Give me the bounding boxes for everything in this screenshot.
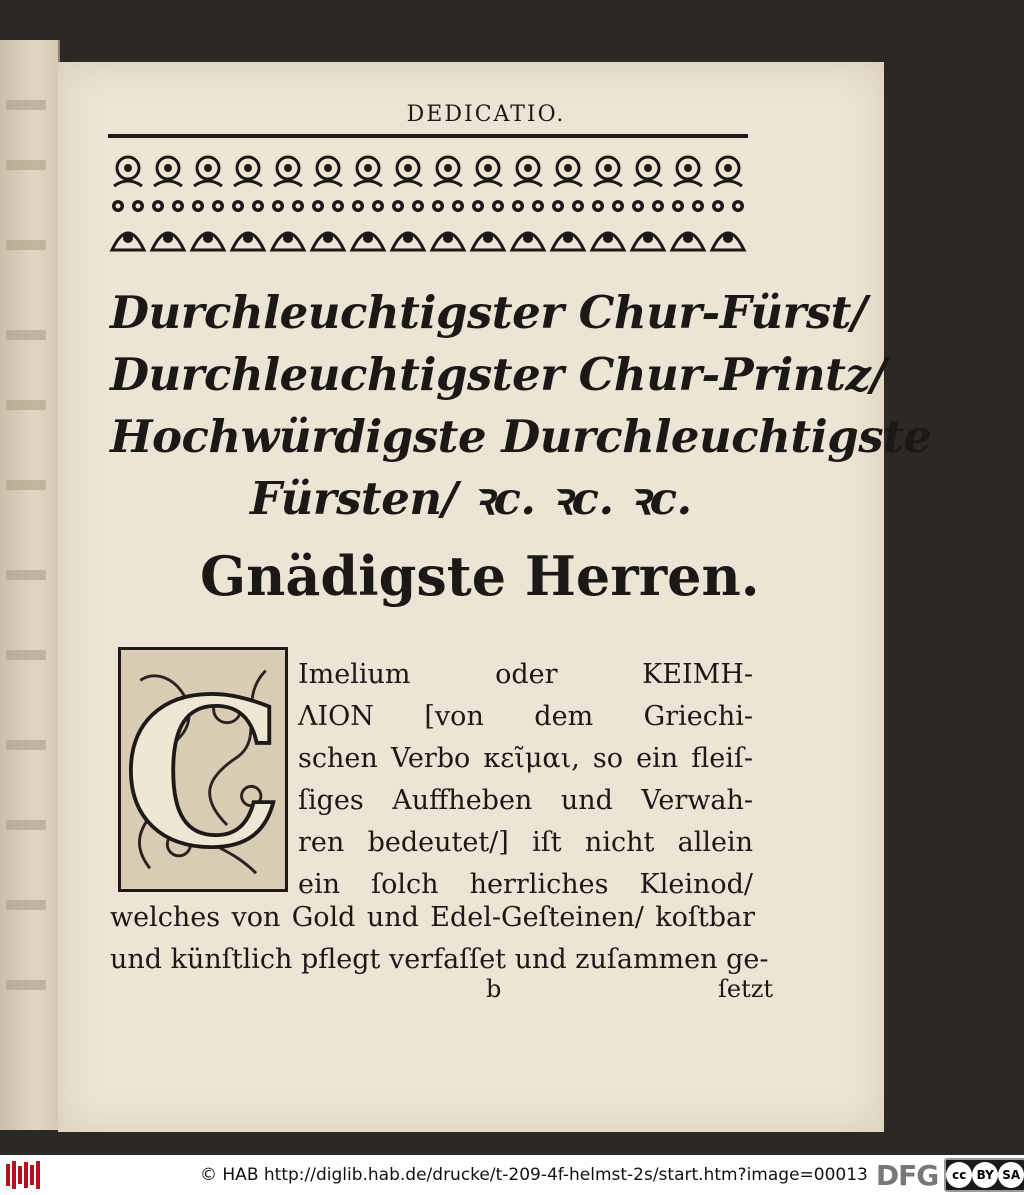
title-line: Hochwürdigste Durchleuchtigste: [110, 410, 932, 463]
ornament-motif: [536, 204, 541, 209]
hab-logo-icon[interactable]: [6, 1160, 40, 1190]
ornament-motif: [444, 164, 452, 172]
ornament-motif: [656, 204, 661, 209]
text-line: welches von Gold und Edel-Geſteinen/ koſtbar: [110, 902, 755, 933]
ornament-motif: [436, 204, 441, 209]
ornament-motif: [124, 164, 132, 172]
ornament-motif: [156, 204, 161, 209]
ornament-motif: [404, 164, 412, 172]
ornament-motif: [363, 233, 373, 243]
ornament-motif: [116, 204, 121, 209]
ornament-motif: [496, 204, 501, 209]
initial-letter: C: [122, 654, 284, 889]
ornament-motif: [563, 233, 573, 243]
catchword: ſetzt: [718, 975, 774, 1003]
ornament-motif: [336, 204, 341, 209]
ornament-motif: [274, 181, 302, 186]
ornament-motif: [284, 164, 292, 172]
ornament-motif: [696, 204, 701, 209]
ornament-motif: [234, 181, 262, 186]
ornament-motif: [256, 204, 261, 209]
title-line: Durchleuchtigster Chur-Printz/: [110, 348, 887, 401]
signature-mark: b: [486, 975, 502, 1003]
ornament-motif: [396, 204, 401, 209]
title-block: [110, 282, 932, 530]
ornament-motif: [114, 181, 142, 186]
ornament-motif: [684, 164, 692, 172]
ornament-motif: [523, 233, 533, 243]
ornament-motif: [476, 204, 481, 209]
ornament-motif: [723, 233, 733, 243]
ornament-motif: [596, 204, 601, 209]
ornament-motif: [354, 181, 382, 186]
ornament-motif: [516, 204, 521, 209]
ornament-motif: [736, 204, 741, 209]
ornament-motif: [176, 204, 181, 209]
text-line: Imelium oder KEIMH-: [298, 659, 753, 690]
title-line: Durchleuchtigster Chur-Fürst/: [110, 286, 867, 339]
ornament-motif: [643, 233, 653, 243]
ornament-motif: [456, 204, 461, 209]
ornament-band: [108, 146, 748, 264]
ornament-motif: [594, 181, 622, 186]
ornament-motif: [236, 204, 241, 209]
ornament-motif: [276, 204, 281, 209]
ornament-motif: [443, 233, 453, 243]
cc-icon: cc: [946, 1162, 972, 1188]
ornament-motif: [296, 204, 301, 209]
ornament-motif: [323, 233, 333, 243]
ornament-motif: [194, 181, 222, 186]
ornament-motif: [136, 204, 141, 209]
ornament-motif: [364, 164, 372, 172]
ornament-motif: [434, 181, 462, 186]
text-line: ein ſolch herrliches Kleinod/: [298, 869, 753, 900]
running-head: DEDICATIO.: [406, 102, 566, 127]
ornament-motif: [576, 204, 581, 209]
ornament-motif: [204, 164, 212, 172]
ornament-motif: [243, 233, 253, 243]
ornament-motif: [644, 164, 652, 172]
ornament-motif: [724, 164, 732, 172]
ornament-motif: [484, 164, 492, 172]
ornament-motif: [324, 164, 332, 172]
ornament-motif: [154, 181, 182, 186]
ornament-motif: [244, 164, 252, 172]
ornament-motif: [163, 233, 173, 243]
body-text-full: [110, 897, 769, 981]
ornament-motif: [556, 204, 561, 209]
text-line: und künſtlich pflegt verfaſſet und zuſammen ge-: [110, 944, 769, 975]
ornament-motif: [683, 233, 693, 243]
ornament-motif: [196, 204, 201, 209]
text-line: ΛΙΟΝ [von dem Griechi-: [298, 701, 753, 732]
ornament-motif: [604, 164, 612, 172]
sa-icon: SA: [998, 1162, 1024, 1188]
ornament-motif: [554, 181, 582, 186]
ornament-motif: [356, 204, 361, 209]
text-line: schen Verbo κεῖμαι, so ein fleiſ-: [298, 743, 753, 774]
ornament-motif: [603, 233, 613, 243]
ornament-motif: [416, 204, 421, 209]
ornament-motif: [403, 233, 413, 243]
salutation: Gnädigste Herren.: [200, 544, 760, 608]
ornament-motif: [616, 204, 621, 209]
ornament-motif: [714, 181, 742, 186]
ornament-motif: [316, 204, 321, 209]
ornament-motif: [524, 164, 532, 172]
ornament-motif: [123, 233, 133, 243]
decorated-initial: [118, 647, 288, 892]
ornament-motif: [514, 181, 542, 186]
text-line: ren bedeutet/] iſt nicht allein: [298, 827, 753, 858]
credit-link[interactable]: © HAB http://diglib.hab.de/drucke/t-209-4f-helmst-2s/start.htm?image=00013: [200, 1165, 868, 1185]
ornament-motif: [314, 181, 342, 186]
ornament-motif: [676, 204, 681, 209]
ornament-motif: [674, 181, 702, 186]
ornament-motif: [394, 181, 422, 186]
title-line: Fürsten/ ꝛc. ꝛc. ꝛc.: [250, 472, 692, 525]
ornament-motif: [634, 181, 662, 186]
footer-bar: [0, 1155, 1024, 1195]
previous-page-edge: [0, 40, 60, 1130]
text-line: ſiges Auffheben und Verwah-: [298, 785, 753, 816]
ornament-motif: [483, 233, 493, 243]
body-text-indented: [298, 654, 753, 906]
ornament-motif: [164, 164, 172, 172]
book-page: [58, 62, 932, 1132]
dfg-logo[interactable]: DFG: [875, 1158, 939, 1192]
ornament-motif: [216, 204, 221, 209]
ornament-motif: [564, 164, 572, 172]
header-rule: [108, 134, 748, 138]
ornament-motif: [474, 181, 502, 186]
ornament-motif: [283, 233, 293, 243]
ornament-motif: [636, 204, 641, 209]
by-icon: BY: [972, 1162, 998, 1188]
ornament-motif: [376, 204, 381, 209]
license-badge[interactable]: [944, 1158, 1024, 1192]
ornament-motif: [716, 204, 721, 209]
ornament-motif: [203, 233, 213, 243]
